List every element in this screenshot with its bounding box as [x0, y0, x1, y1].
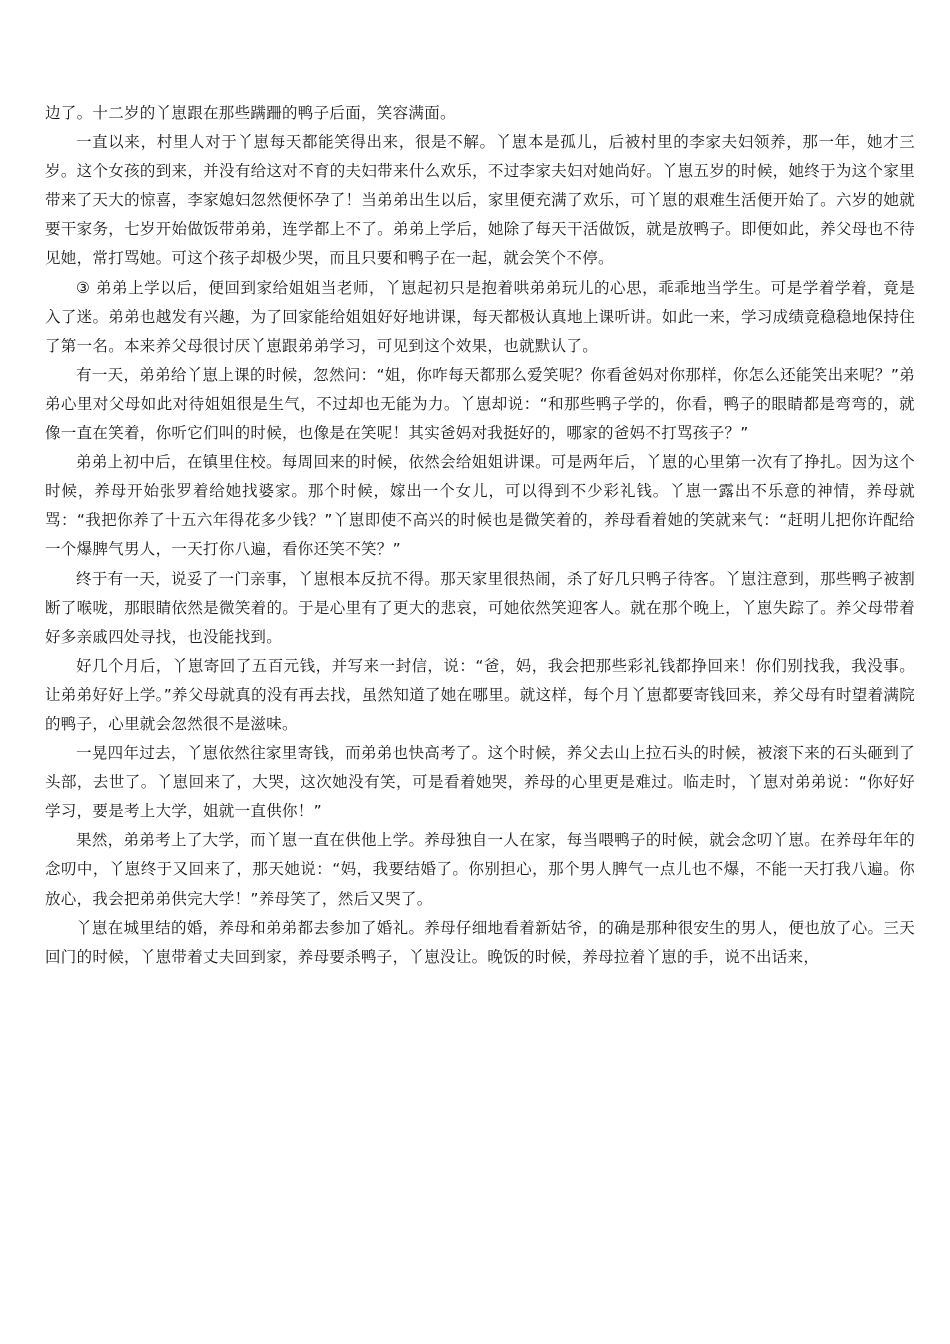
document-page	[45, 99, 915, 972]
paragraph-disappearance: 终于有一天，说妥了一门亲事，丫崽根本反抗不得。那天家里很热闹，杀了好几只鸭子待客。丫崽注意到，那些鸭子被割断了喉咙，那眼睛依然是微笑着的。于是心里有了更大的悲哀，可她依然笑迎客人。就在那个晚上，丫崽失踪了。养父母带着好多亲戚四处寻找，也没能找到。	[45, 569, 915, 646]
paragraph-background: 一直以来，村里人对于丫崽每天都能笑得出来，很是不解。丫崽本是孤儿，后被村里的李家夫妇领养，那一年，她才三岁。这个女孩的到来，并没有给这对不育的夫妇带来什么欢乐，不过李家夫妇对她尚好。丫崽五岁的时候，她终于为这个家里带来了天大的惊喜，李家媳妇忽然便怀孕了！当弟弟出生以后，家里便充满了欢乐，可丫崽的艰难生活便开始了。六岁的她就要干家务，七岁开始做饭带弟弟，连学都上不了。弟弟上学后，她除了每天干活做饭，就是放鸭子。即便如此，养父母也不待见她，常打骂她。可这个孩子却极少哭，而且只要和鸭子在一起，就会笑个不停。	[45, 133, 915, 268]
paragraph-wedding: 丫崽在城里结的婚，养母和弟弟都去参加了婚礼。养母仔细地看着新姑爷，的确是那种很安生的男人，便也放了心。三天回门的时候，丫崽带着丈夫回到家，养母要杀鸭子，丫崽没让。晚饭的时候，养母拉着丫崽的手，说不出话来，	[45, 918, 915, 966]
paragraph-continuation: 边了。十二岁的丫崽跟在那些蹒跚的鸭子后面，笑容满面。	[45, 104, 456, 122]
paragraph-why-smile: 有一天，弟弟给丫崽上课的时候，忽然问：“姐，你咋每天都那么爱笑呢？你看爸妈对你那样，你怎么还能笑出来呢？”弟弟心里对父母如此对待姐姐很是生气，不过却也无能为力。丫崽却说：“和那些鸭子学的，你看，鸭子的眼睛都是弯弯的，就像一直在笑着，你听它们叫的时候，也像是在笑呢！其实爸妈对我挺好的，哪家的爸妈不打骂孩子？”	[45, 365, 915, 443]
paragraph-father-death: 一晃四年过去，丫崽依然往家里寄钱，而弟弟也快高考了。这个时候，养父去山上拉石头的时候，被滚下来的石头砸到了头部，去世了。丫崽回来了，大哭，这次她没有笑，可是看着她哭，养母的心里更是难过。临走时，丫崽对弟弟说：“你好好学习，要是考上大学，姐就一直供你！”	[45, 744, 915, 821]
paragraph-college: 果然，弟弟考上了大学，而丫崽一直在供他上学。养母独自一人在家，每当喂鸭子的时候，就会念叨丫崽。在养母年年的念叨中，丫崽终于又回来了，那天她说：“妈，我要结婚了。你别担心，那个男人脾气一点儿也不爆，不能一天打我八遍。你放心，我会把弟弟供完大学！”养母笑了，然后又哭了。	[45, 831, 915, 908]
paragraph-letter-home: 好几个月后，丫崽寄回了五百元钱，并写来一封信，说：“爸，妈，我会把那些彩礼钱都挣回来！你们别找我，我没事。让弟弟好好上学。”养父母就真的没有再去找，虽然知道了她在哪里。就这样，每个月丫崽都要寄钱回来，养父母有时望着满院的鸭子，心里就会忽然很不是滋味。	[45, 656, 915, 733]
paragraph-marriage-arrangement: 弟弟上初中后，在镇里住校。每周回来的时候，依然会给姐姐讲课。可是两年后，丫崽的心里第一次有了挣扎。因为这个时候，养母开始张罗着给她找婆家。那个时候，嫁出一个女儿，可以得到不少彩礼钱。丫崽一露出不乐意的神情，养母就骂：“我把你养了十五六年得花多少钱？”丫崽即使不高兴的时候也是微笑着的，养母看着她的笑就来气：“赶明儿把你许配给一个爆脾气男人，一天打你八遍，看你还笑不笑？”	[45, 453, 915, 559]
paragraph-brother-teacher: ③ 弟弟上学以后，便回到家给姐姐当老师，丫崽起初只是抱着哄弟弟玩儿的心思，乖乖地当学生。可是学着学着，竟是入了迷。弟弟也越发有兴趣，为了回家能给姐姐好好地讲课，每天都极认真地上课听讲。如此一来，学习成绩竟稳稳地保持住了第一名。本来养父母很讨厌丫崽跟弟弟学习，可见到这个效果，也就默认了。	[45, 278, 915, 355]
